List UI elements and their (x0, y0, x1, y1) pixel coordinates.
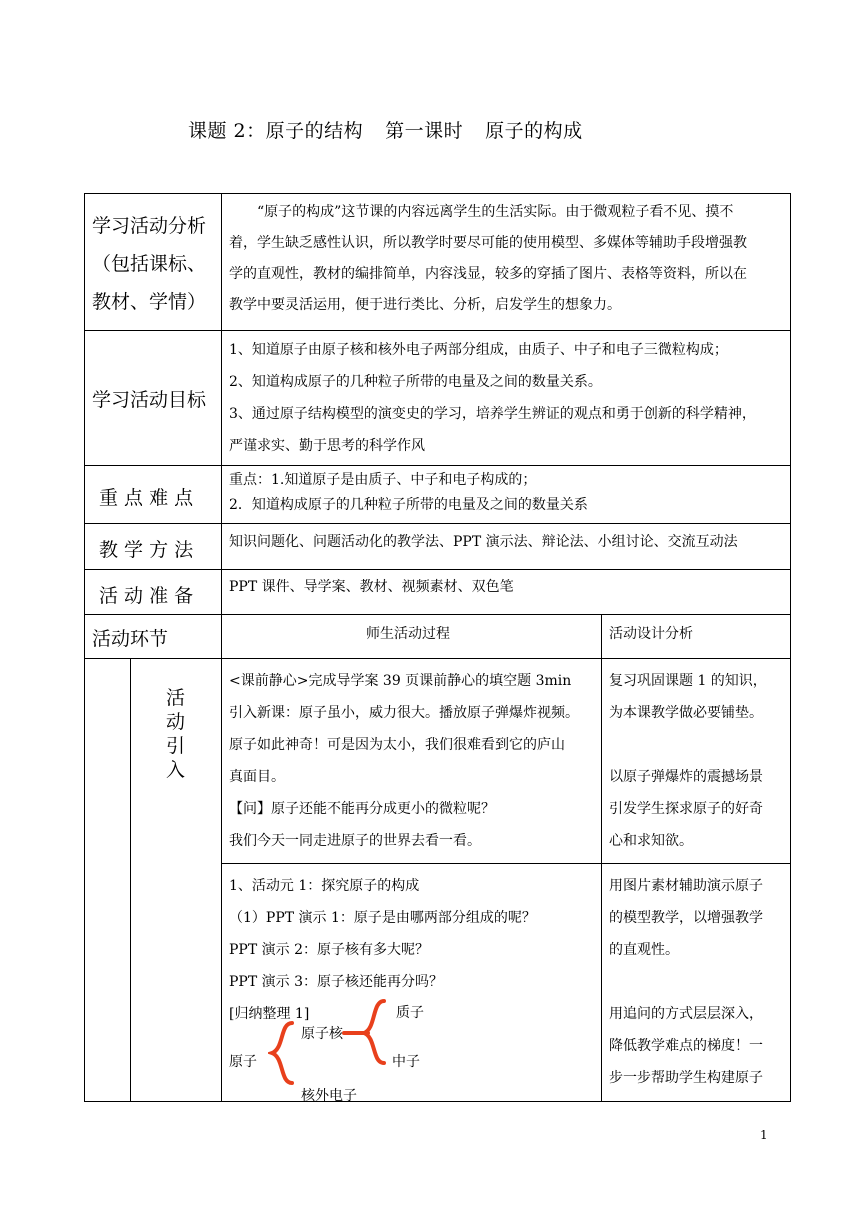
header-col2: 师生活动过程 (366, 626, 450, 642)
prep-text: PPT 课件、导学案、教材、视频素材、双色笔 (229, 579, 514, 595)
title-main: 课题 2：原子的结构 (188, 120, 364, 142)
analysis-text: “原子的构成”这节课的内容远离学生的生活实际。由于微观粒子看不见、摸不 着，学生缺乏感性认识，所以教学时要尽可能的使用模型、多媒体等辅助手段增强教 学的直观性，教材的编排简单，内容浅显，较多的穿插了图片、表格等资料，所以在 教学中要灵活运用，便于进行类比、分析，启发学生的想象力。 (229, 204, 747, 313)
diagram-atom: 原子 (229, 1054, 257, 1070)
keypoints-text: 重点：1.知道原子是由质子、中子和电子构成的； 2．知道构成原子的几种粒子所带的电量及之间的数量关系 (229, 472, 588, 513)
intro-text: <课前静心>完成导学案 39 页课前静心的填空题 3min 引入新课：原子虽小，威力很大。播放原子弹爆炸视频。 原子如此神奇！可是因为太小，我们很难看到它的庐山 真面目。 【问】原子还能不能再分成更小的微粒呢？ 我们今天一同走进原子的世界去看一看。 (229, 673, 579, 849)
goals-text: 1、知道原子由原子核和核外电子两部分组成，由质子、中子和电子三微粒构成； 2、知道构成原子的几种粒子所带的电量及之间的数量关系。 3、通过原子结构模型的演变史的学习，培养学生辨证的观点和勇于创新的科学精神， 严谨求实、勤于思考的科学作风 (229, 342, 756, 454)
activity-analysis: 用图片素材辅助演示原子 的模型教学，以增强教学 的直观性。 用追问的方式层层深入， 降低教学难点的梯度！一 步一步帮助学生构建原子 (609, 878, 763, 1086)
activity-text: 1、活动元 1：探究原子的构成 （1）PPT 演示 1：原子是由哪两部分组成的呢？ PPT 演示 2：原子核有多大呢？ PPT 演示 3：原子核还能再分吗？ [归纳整理 1] (229, 878, 536, 1022)
methods-label: 教 学 方 法 (99, 539, 194, 561)
lesson-table (84, 193, 791, 1102)
brace-nucleus-icon (340, 999, 390, 1065)
intro-label: 活 动 引 入 (166, 687, 186, 781)
methods-text: 知识问题化、问题活动化的教学法、PPT 演示法、辩论法、小组讨论、交流互动法 (229, 534, 738, 550)
page-number: 1 (760, 1128, 768, 1142)
diagram-electron: 核外电子 (301, 1088, 357, 1104)
brace-atom-icon (268, 1021, 298, 1085)
intro-analysis: 复习巩固课题 1 的知识， 为本课教学做必要铺垫。 以原子弹爆炸的震撼场景 引发学生探求原子的好奇 心和求知欲。 (609, 673, 767, 849)
title-sub2: 原子的构成 (485, 120, 583, 142)
diagram-neutron: 中子 (392, 1054, 420, 1070)
diagram-nucleus: 原子核 (301, 1026, 343, 1042)
goals-label: 学习活动目标 (92, 389, 207, 411)
diagram-proton: 质子 (396, 1005, 424, 1021)
header-label: 活动环节 (92, 628, 169, 650)
prep-label: 活 动 准 备 (99, 585, 194, 607)
page-title (188, 116, 605, 143)
analysis-label: 学习活动分析 （包括课标、 教材、学情） (92, 215, 207, 313)
keypoints-label: 重 点 难 点 (99, 487, 194, 509)
title-sub1: 第一课时 (385, 120, 464, 142)
header-col3: 活动设计分析 (609, 626, 693, 642)
